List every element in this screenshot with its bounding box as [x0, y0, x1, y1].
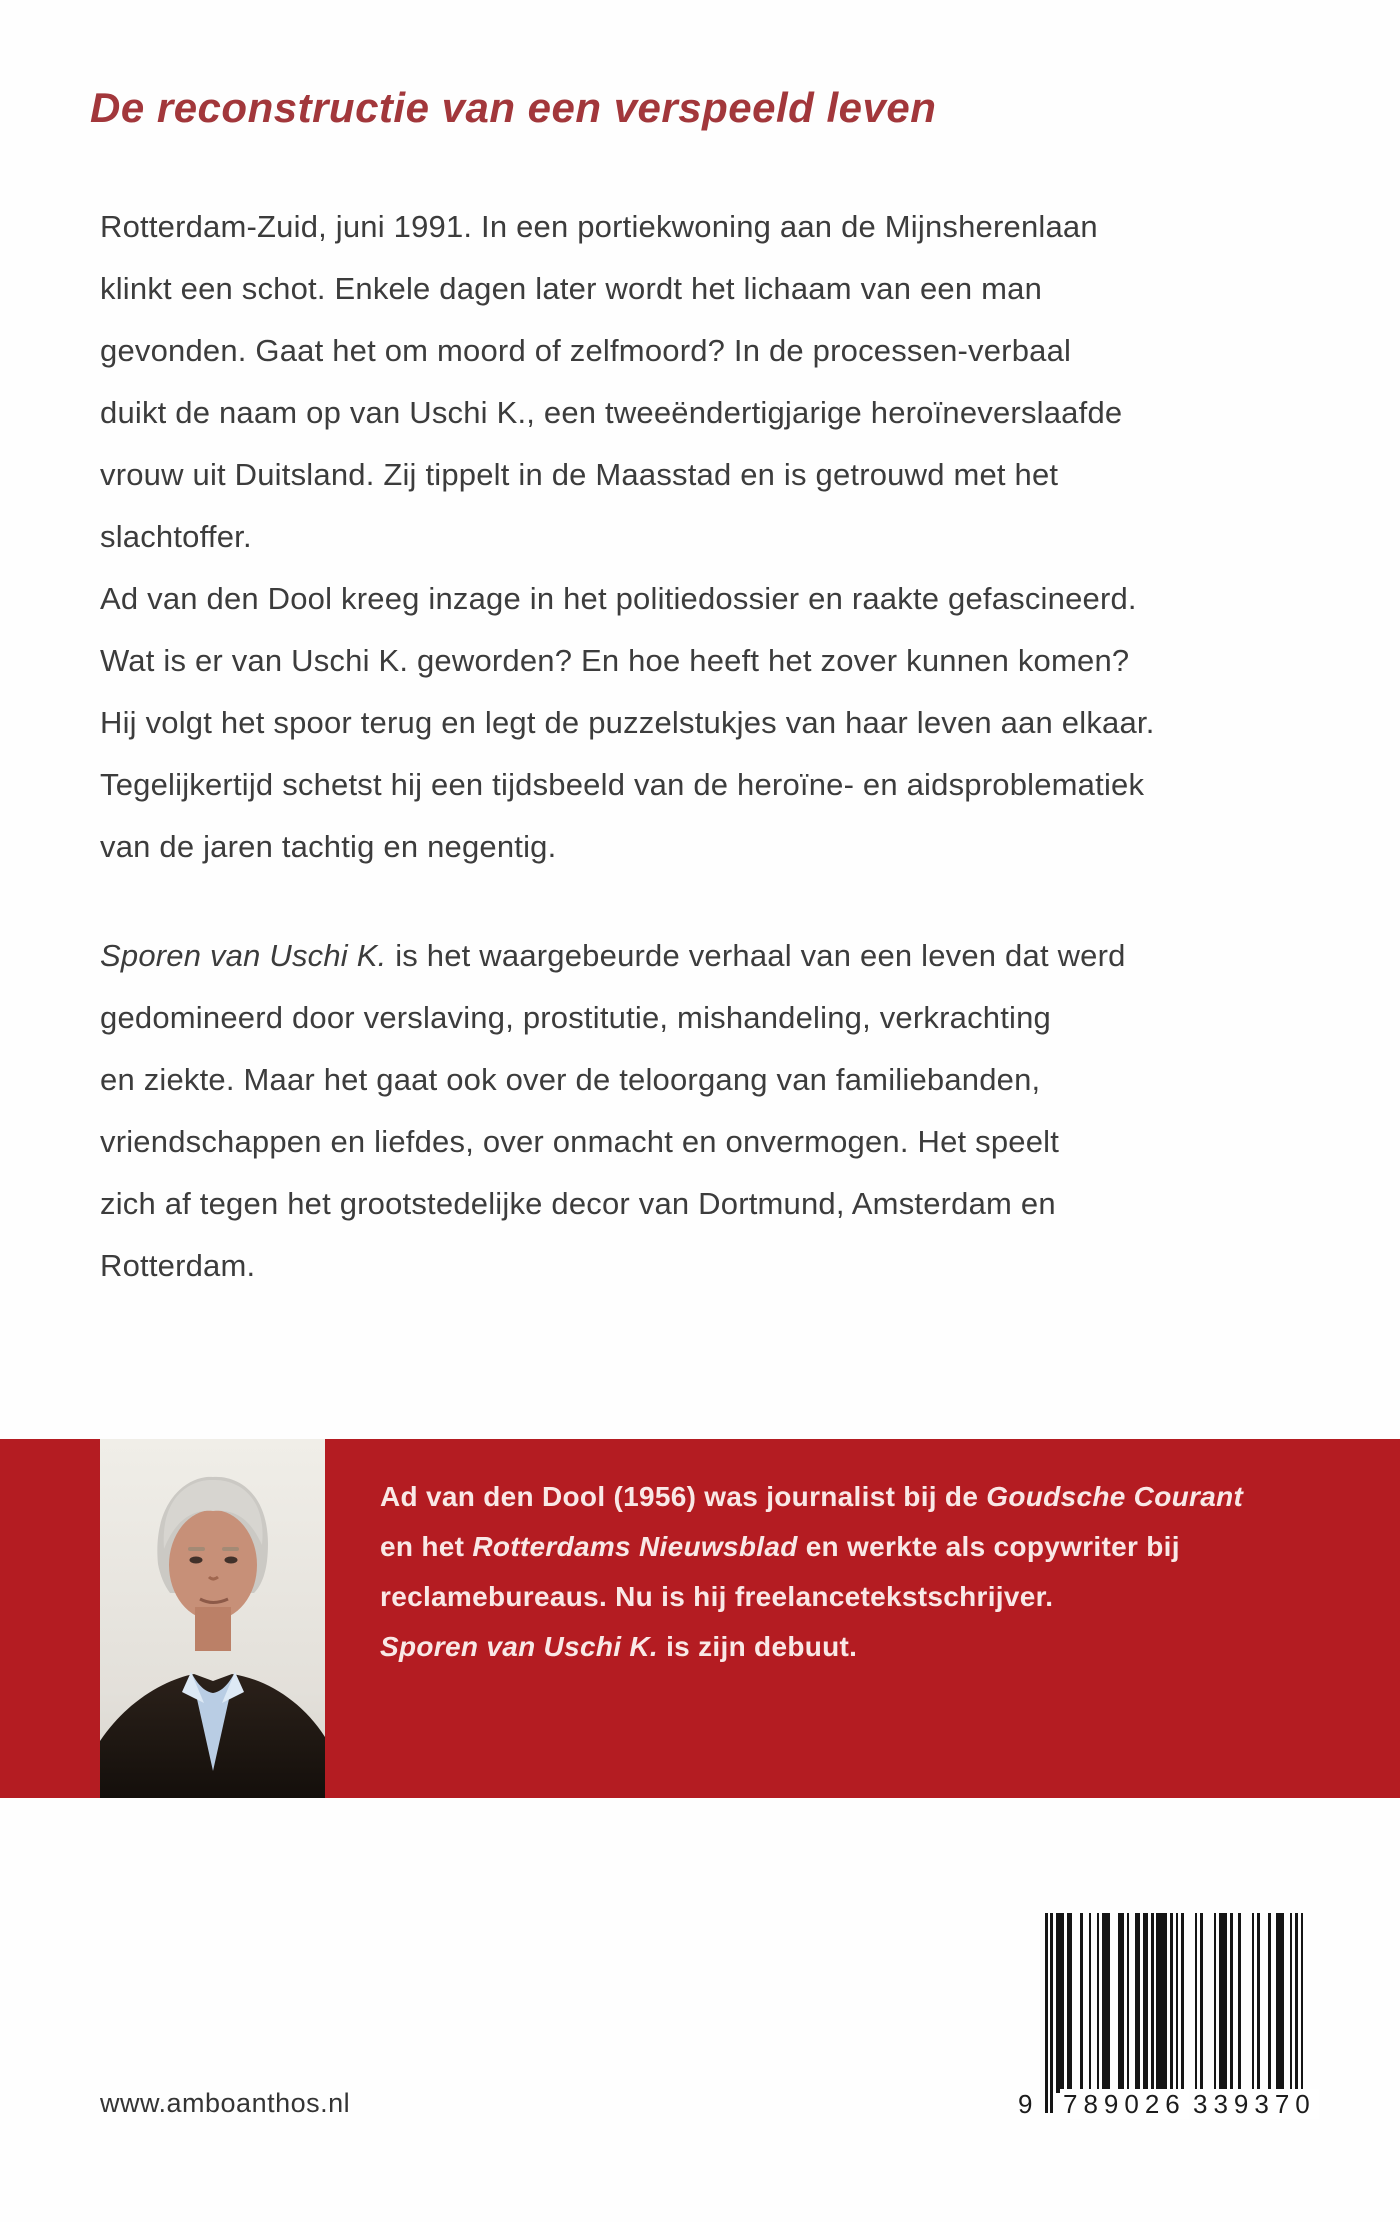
text-line: duikt de naam op van Uschi K., een tweeëndertigjarige heroïneverslaafde	[100, 395, 1123, 430]
text-line: zich af tegen het grootstedelijke decor van Dortmund, Amsterdam en	[100, 1186, 1056, 1221]
text-line: Wat is er van Uschi K. geworden? En hoe heeft het zover kunnen komen?	[100, 643, 1130, 678]
text-line: van de jaren tachtig en negentig.	[100, 829, 557, 864]
text-line: Sporen van Uschi K. is zijn debuut.	[380, 1631, 858, 1662]
barcode-digit-group: 339370	[1190, 2089, 1319, 2119]
author-banner	[0, 1439, 1400, 1798]
synopsis-paragraph-1	[100, 196, 1155, 878]
text-line: Hij volgt het spoor terug en legt de puzzelstukjes van haar leven aan elkaar.	[100, 705, 1155, 740]
text-line: vriendschappen en liefdes, over onmacht en onvermogen. Het speelt	[100, 1124, 1060, 1159]
text-line: gedomineerd door verslaving, prostitutie, mishandeling, verkrachting	[100, 1000, 1051, 1035]
text-line: Tegelijkertijd schetst hij een tijdsbeeld van de heroïne- en aidsproblematiek	[100, 767, 1145, 802]
text-line: en het Rotterdams Nieuwsblad en werkte als copywriter bij	[380, 1531, 1180, 1562]
barcode-digit-group: 789026	[1060, 2089, 1189, 2119]
text-line: gevonden. Gaat het om moord of zelfmoord? In de processen-verbaal	[100, 333, 1072, 368]
author-photo	[100, 1439, 325, 1798]
text-line: vrouw uit Duitsland. Zij tippelt in de Maasstad en is getrouwd met het	[100, 457, 1059, 492]
barcode-bars	[1045, 1913, 1303, 2093]
text-line: klinkt een schot. Enkele dagen later wordt het lichaam van een man	[100, 271, 1043, 306]
barcode-digit-group: 9	[1018, 2089, 1039, 2119]
text-line: Sporen van Uschi K. is het waargebeurde verhaal van een leven dat werd	[100, 938, 1126, 973]
barcode-bar	[1301, 1913, 1304, 2113]
synopsis	[100, 196, 1155, 1297]
text-line: slachtoffer.	[100, 519, 252, 554]
text-line: Ad van den Dool kreeg inzage in het politiedossier en raakte gefascineerd.	[100, 581, 1137, 616]
synopsis-paragraph-2	[100, 925, 1155, 1297]
text-line: Ad van den Dool (1956) was journalist bij de Goudsche Courant	[380, 1481, 1244, 1512]
barcode	[1018, 1913, 1318, 2123]
text-line: en ziekte. Maar het gaat ook over de teloorgang van familiebanden,	[100, 1062, 1041, 1097]
author-bio-text	[380, 1472, 1243, 1672]
tagline: De reconstructie van een verspeeld leven	[90, 84, 937, 131]
text-line: Rotterdam-Zuid, juni 1991. In een portiekwoning aan de Mijnsherenlaan	[100, 209, 1098, 244]
publisher-website: www.amboanthos.nl	[100, 2088, 351, 2118]
text-line: reclamebureaus. Nu is hij freelancetekstschrijver.	[380, 1581, 1054, 1612]
text-line: Rotterdam.	[100, 1248, 256, 1283]
